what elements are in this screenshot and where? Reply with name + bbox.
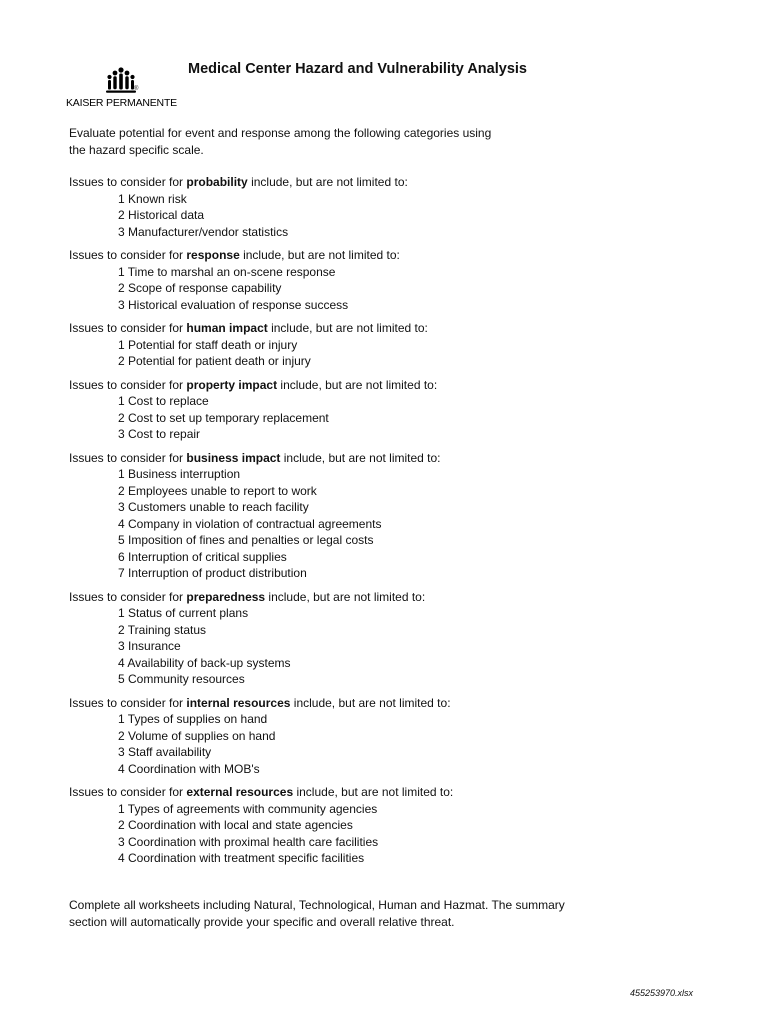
list-item: 1 Time to marshal an on-scene response xyxy=(118,264,336,279)
list-item: 4 Coordination with treatment specific facilities xyxy=(118,851,365,865)
intro-paragraph xyxy=(69,125,589,159)
heading-suffix: include, but are not limited to: xyxy=(239,248,400,262)
list-item: 2 Employees unable to report to work xyxy=(118,483,317,498)
section-external-resources xyxy=(69,784,629,867)
list-item: 1 Types of supplies on hand xyxy=(118,712,268,726)
intro-line: the hazard specific scale. xyxy=(69,143,204,157)
closing-paragraph xyxy=(69,897,629,931)
section-heading xyxy=(69,695,629,712)
people-icon xyxy=(104,66,138,96)
heading-suffix: include, but are not limited to: xyxy=(280,450,441,465)
heading-suffix: include, but are not limited to: xyxy=(293,785,454,799)
list-item: 3 Coordination with proximal health care facilities xyxy=(118,834,379,849)
heading-prefix: Issues to consider for xyxy=(69,377,187,392)
logo-text: KAISER PERMANENTE xyxy=(66,97,177,109)
section-preparedness xyxy=(69,589,629,688)
heading-prefix: Issues to consider for xyxy=(69,589,187,604)
section-heading xyxy=(69,784,629,801)
list-item: 3 Manufacturer/vendor statistics xyxy=(118,224,289,239)
heading-suffix: include, but are not limited to: xyxy=(265,589,426,604)
section-human-impact xyxy=(69,320,629,370)
list-item: 5 Community resources xyxy=(118,672,245,686)
list-item: 4 Coordination with MOB's xyxy=(118,761,260,776)
heading-term: preparedness xyxy=(186,589,266,604)
list-item: 2 Training status xyxy=(118,622,207,637)
section-heading xyxy=(69,320,629,337)
list-item: 3 Insurance xyxy=(118,639,181,653)
closing-line: Complete all worksheets including Natural, Technological, Human and Hazmat. The summary xyxy=(69,898,565,912)
list-item: 2 Scope of response capability xyxy=(118,281,282,295)
list-item: 2 Potential for patient death or injury xyxy=(118,354,311,368)
kaiser-permanente-logo xyxy=(66,66,184,110)
list-item: 2 Cost to set up temporary replacement xyxy=(118,410,329,425)
heading-term: business impact xyxy=(186,450,281,465)
list-item: 1 Potential for staff death or injury xyxy=(118,337,298,352)
registered-mark: ® xyxy=(134,86,139,92)
list-item: 1 Known risk xyxy=(118,191,187,206)
list-item: 3 Cost to repair xyxy=(118,427,201,441)
heading-prefix: Issues to consider for xyxy=(69,785,187,799)
heading-prefix: Issues to consider for xyxy=(69,450,187,465)
heading-prefix: Issues to consider for xyxy=(69,248,187,262)
section-response xyxy=(69,247,629,313)
heading-term: internal resources xyxy=(186,695,291,710)
heading-term: external resources xyxy=(186,785,294,799)
list-item: 1 Status of current plans xyxy=(118,606,249,620)
intro-line: Evaluate potential for event and response among the following categories using xyxy=(69,126,492,140)
list-item: 7 Interruption of product distribution xyxy=(118,566,307,580)
issues-sections xyxy=(69,174,629,874)
heading-prefix: Issues to consider for xyxy=(69,321,187,335)
heading-suffix: include, but are not limited to: xyxy=(277,377,438,392)
section-internal-resources xyxy=(69,695,629,778)
list-item: 6 Interruption of critical supplies xyxy=(118,549,287,564)
list-item: 2 Coordination with local and state agencies xyxy=(118,818,353,832)
heading-term: probability xyxy=(186,175,248,189)
section-property-impact xyxy=(69,377,629,443)
heading-prefix: Issues to consider for xyxy=(69,175,187,189)
list-item: 2 Historical data xyxy=(118,208,205,222)
list-item: 5 Imposition of fines and penalties or legal costs xyxy=(118,533,374,547)
heading-term: human impact xyxy=(186,321,268,335)
section-probability xyxy=(69,174,629,240)
section-heading xyxy=(69,450,629,467)
list-item: 1 Cost to replace xyxy=(118,394,209,408)
section-heading xyxy=(69,247,629,264)
list-item: 2 Volume of supplies on hand xyxy=(118,728,276,743)
list-item: 4 Availability of back-up systems xyxy=(118,655,291,670)
section-heading xyxy=(69,589,629,606)
list-item: 3 Customers unable to reach facility xyxy=(118,500,309,514)
closing-line: section will automatically provide your specific and overall relative threat. xyxy=(69,915,455,929)
list-item: 1 Business interruption xyxy=(118,467,241,481)
file-name: 455253970.xlsx xyxy=(630,988,694,998)
list-item: 4 Company in violation of contractual agreements xyxy=(118,516,382,531)
heading-term: response xyxy=(186,248,240,262)
heading-suffix: include, but are not limited to: xyxy=(290,695,451,710)
heading-term: property impact xyxy=(186,377,278,392)
heading-suffix: include, but are not limited to: xyxy=(267,321,428,335)
list-item: 1 Types of agreements with community agencies xyxy=(118,801,378,816)
heading-suffix: include, but are not limited to: xyxy=(247,175,408,189)
section-heading xyxy=(69,377,629,394)
page-title: Medical Center Hazard and Vulnerability Analysis xyxy=(188,61,527,77)
list-item: 3 Staff availability xyxy=(118,745,212,759)
heading-prefix: Issues to consider for xyxy=(69,695,187,710)
section-business-impact xyxy=(69,450,629,582)
section-heading xyxy=(69,174,629,191)
list-item: 3 Historical evaluation of response success xyxy=(118,297,349,312)
